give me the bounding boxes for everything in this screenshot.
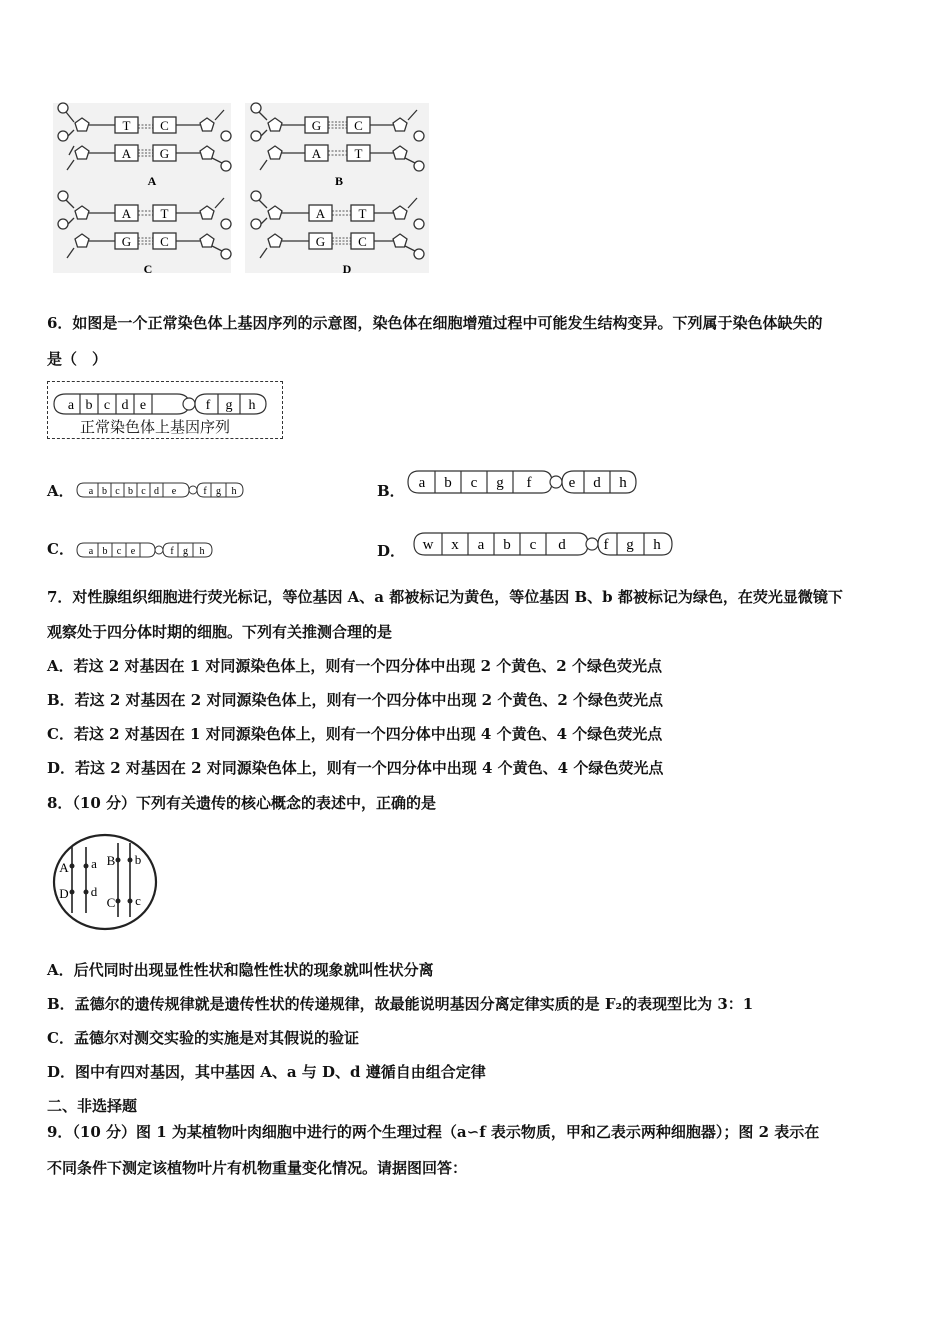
base-d-top-2: T bbox=[358, 206, 367, 221]
gene: f bbox=[170, 546, 174, 557]
gene: f bbox=[526, 475, 532, 491]
allele-label: a bbox=[91, 856, 97, 871]
gene: c bbox=[115, 486, 120, 497]
q6-option-c-label: C． bbox=[47, 540, 74, 558]
allele-label: b bbox=[134, 852, 142, 867]
q6-line2: 是（ ） bbox=[47, 350, 108, 368]
allele-label: C bbox=[106, 895, 116, 910]
gene: c bbox=[470, 475, 478, 491]
q8-option-b[interactable]: B．孟德尔的遗传规律就是遗传性状的传递规律，故最能说明基因分离定律实质的是 F₂的表现型比为 3：1 bbox=[47, 995, 754, 1013]
gene: d bbox=[121, 398, 129, 413]
gene: c bbox=[529, 537, 537, 553]
gene: g bbox=[496, 475, 504, 491]
gene: e bbox=[139, 398, 147, 413]
q7-option-b[interactable]: B．若这 2 对基因在 2 对同源染色体上，则有一个四分体中出现 2 个黄色、2 个绿色荧光点 bbox=[47, 691, 663, 709]
base-a-top-1: T bbox=[122, 118, 131, 133]
gene: x bbox=[451, 537, 459, 553]
q8-line1: 8．（10 分）下列有关遗传的核心概念的表述中，正确的是 bbox=[47, 794, 437, 812]
gene: b bbox=[102, 486, 107, 497]
allele-label: B bbox=[106, 853, 116, 868]
base-a-bottom-1: A bbox=[121, 146, 132, 161]
allele-label: c bbox=[135, 893, 141, 908]
gene: a bbox=[477, 537, 485, 553]
gene: h bbox=[619, 475, 627, 491]
dna-panel-a bbox=[52, 100, 237, 192]
q7-line1: 7．对性腺组织细胞进行荧光标记，等位基因 A、a 都被标记为黄色，等位基因 B、b 都被标记为绿色，在荧光显微镜下 bbox=[47, 588, 843, 606]
gene: b bbox=[102, 546, 108, 557]
gene: g bbox=[183, 546, 188, 557]
gene: h bbox=[653, 537, 661, 553]
panel-label-b: B bbox=[334, 174, 344, 188]
gene: h bbox=[231, 486, 237, 497]
base-b-bottom-1: A bbox=[311, 146, 322, 161]
q7-option-d[interactable]: D．若这 2 对基因在 2 对同源染色体上，则有一个四分体中出现 4 个黄色、4 个绿色荧光点 bbox=[47, 759, 664, 777]
gene: g bbox=[216, 486, 221, 497]
gene: g bbox=[225, 398, 233, 413]
gene: b bbox=[444, 475, 452, 491]
gene: b bbox=[503, 537, 511, 553]
base-d-top-1: A bbox=[315, 206, 326, 221]
base-b-top-2: C bbox=[354, 118, 363, 133]
gene: f bbox=[203, 486, 207, 497]
gene: a bbox=[88, 486, 94, 497]
q8-option-a[interactable]: A．后代同时出现显性性状和隐性性状的现象就叫性状分离 bbox=[47, 961, 434, 979]
allele-label: d bbox=[90, 884, 98, 899]
gene: a bbox=[67, 398, 75, 413]
allele-label: A bbox=[59, 860, 69, 875]
panel-label-d: D bbox=[342, 262, 352, 276]
q6-line1: 6．如图是一个正常染色体上基因序列的示意图，染色体在细胞增殖过程中可能发生结构变异。下列属于染色体缺失的 bbox=[47, 314, 823, 332]
allele-label: D bbox=[59, 886, 69, 901]
gene: c bbox=[141, 486, 146, 497]
base-c-bottom-2: C bbox=[160, 234, 169, 249]
q9-line2: 不同条件下测定该植物叶片有机物重量变化情况。请据图回答： bbox=[47, 1159, 468, 1177]
gene: g bbox=[626, 537, 634, 553]
q6-option-c-chromosome[interactable] bbox=[74, 540, 219, 564]
gene: d bbox=[154, 486, 159, 497]
gene: h bbox=[199, 546, 205, 557]
q7-option-a[interactable]: A．若这 2 对基因在 1 对同源染色体上，则有一个四分体中出现 2 个黄色、2 个绿色荧光点 bbox=[47, 657, 662, 675]
base-d-bottom-1: G bbox=[315, 234, 326, 249]
gene: e bbox=[568, 475, 576, 491]
q9-line1: 9．（10 分）图 1 为某植物叶肉细胞中进行的两个生理过程（a∽f 表示物质，甲和乙表示两种细胞器）；图 2 表示在 bbox=[47, 1123, 820, 1141]
q8-option-c[interactable]: C．孟德尔对测交实验的实施是对其假说的验证 bbox=[47, 1029, 359, 1047]
gene: f bbox=[205, 398, 211, 413]
gene: a bbox=[88, 546, 94, 557]
base-b-top-1: G bbox=[311, 118, 322, 133]
gene: b bbox=[85, 398, 93, 413]
dna-panel-c bbox=[52, 188, 237, 280]
base-c-top-1: A bbox=[121, 206, 132, 221]
q8-option-d[interactable]: D．图中有四对基因，其中基因 A、a 与 D、d 遵循自由组合定律 bbox=[47, 1063, 486, 1081]
base-d-bottom-2: C bbox=[358, 234, 367, 249]
gene: c bbox=[116, 546, 122, 557]
gene: d bbox=[558, 537, 566, 553]
base-c-top-2: T bbox=[160, 206, 169, 221]
q7-option-c[interactable]: C．若这 2 对基因在 1 对同源染色体上，则有一个四分体中出现 4 个黄色、4 个绿色荧光点 bbox=[47, 725, 663, 743]
q6-option-b-label: B． bbox=[377, 482, 405, 500]
q6-option-a-chromosome[interactable] bbox=[74, 480, 249, 504]
q6-option-d-label: D． bbox=[377, 542, 406, 560]
q6-option-a-label: A． bbox=[47, 482, 74, 500]
q6-option-b-chromosome[interactable] bbox=[404, 468, 644, 500]
gene: c bbox=[103, 398, 111, 413]
gene: e bbox=[130, 546, 136, 557]
q7-line2: 观察处于四分体时期的细胞。下列有关推测合理的是 bbox=[47, 623, 393, 641]
base-a-top-2: C bbox=[160, 118, 169, 133]
gene: f bbox=[603, 537, 609, 553]
panel-label-c: C bbox=[143, 262, 153, 276]
base-c-bottom-1: G bbox=[121, 234, 132, 249]
gene: h bbox=[248, 398, 256, 413]
gene: d bbox=[593, 475, 601, 491]
normal-chromosome-caption: 正常染色体上基因序列 bbox=[80, 418, 231, 436]
gene: b bbox=[128, 486, 133, 497]
gene: e bbox=[171, 486, 177, 497]
base-b-bottom-2: T bbox=[354, 146, 363, 161]
gene: w bbox=[422, 537, 434, 553]
gene: a bbox=[418, 475, 426, 491]
cell-diagram bbox=[50, 830, 162, 939]
q6-option-d-chromosome[interactable] bbox=[410, 530, 680, 562]
section-title: 二、非选择题 bbox=[47, 1097, 138, 1115]
base-a-bottom-2: G bbox=[159, 146, 170, 161]
dna-panel-b bbox=[245, 100, 435, 192]
dna-panel-d bbox=[245, 188, 435, 280]
panel-label-a: A bbox=[147, 174, 157, 188]
